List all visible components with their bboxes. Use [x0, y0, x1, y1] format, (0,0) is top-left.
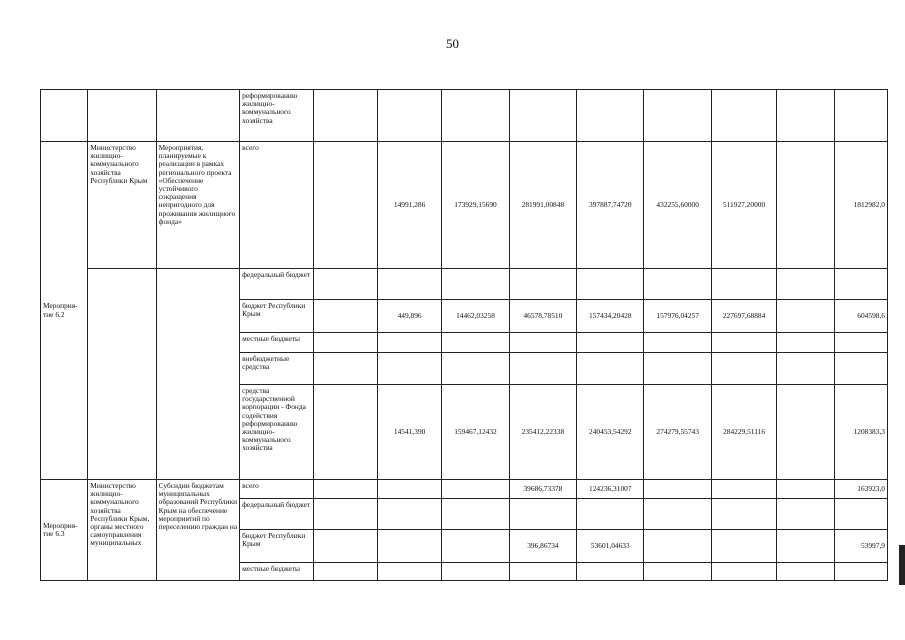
value-cell	[509, 499, 576, 530]
value-cell	[777, 300, 834, 333]
value-cell: 397887,74720	[577, 142, 644, 269]
description-cell: Субсидии бюджетам муниципальных образований Республики Крым на обеспечение мероприятий по переселению граждан на	[156, 480, 239, 581]
value-cell	[377, 353, 441, 385]
value-cell	[577, 353, 644, 385]
table-row	[41, 142, 888, 269]
event-cell	[41, 90, 88, 142]
value-cell: 240453,54292	[577, 385, 644, 480]
value-cell: 281991,00848	[509, 142, 576, 269]
value-cell	[377, 90, 441, 142]
value-cell	[509, 269, 576, 300]
value-cell	[509, 333, 576, 353]
value-cell	[509, 353, 576, 385]
value-cell	[509, 563, 576, 581]
value-cell: 284229,51116	[711, 385, 776, 480]
value-cell	[644, 499, 711, 530]
value-cell	[711, 563, 776, 581]
total-cell: 604598,6	[834, 300, 887, 333]
value-cell	[644, 90, 711, 142]
executor-cell	[88, 90, 156, 142]
funding-source-cell: бюджет Республики Крым	[240, 530, 313, 563]
page-number: 50	[446, 36, 459, 51]
value-cell	[777, 90, 834, 142]
total-cell: 163923,0	[834, 480, 887, 499]
value-cell: 235412,22338	[509, 385, 576, 480]
value-cell	[577, 499, 644, 530]
value-cell: 46578,78510	[509, 300, 576, 333]
total-cell: 1208383,3	[834, 385, 887, 480]
value-cell	[442, 90, 509, 142]
value-cell: 396,86734	[509, 530, 576, 563]
value-cell	[711, 353, 776, 385]
description-cell	[156, 90, 239, 142]
total-cell: 1812982,0	[834, 142, 887, 269]
value-cell	[442, 499, 509, 530]
value-cell	[644, 333, 711, 353]
value-cell	[711, 530, 776, 563]
value-cell	[777, 142, 834, 269]
total-cell	[834, 563, 887, 581]
value-cell: 449,896	[377, 300, 441, 333]
value-cell: 124236,31007	[577, 480, 644, 499]
funding-source-cell: реформированию жилищно-коммунального хозяйства	[240, 90, 313, 142]
value-cell	[777, 269, 834, 300]
funding-source-cell: средства государственной корпорации - Фонда содействия реформированию жилищно-коммунального хозяйства	[240, 385, 313, 480]
value-cell	[577, 563, 644, 581]
value-cell	[711, 90, 776, 142]
value-cell	[442, 530, 509, 563]
executor-cell: Министерство жилищно-коммунального хозяйства Республики Крым, органы местного самоуправления муниципальных	[88, 480, 156, 581]
table-row	[41, 269, 888, 300]
value-cell	[711, 269, 776, 300]
value-cell: 511927,20000	[711, 142, 776, 269]
value-cell	[644, 480, 711, 499]
value-cell: 14991,286	[377, 142, 441, 269]
funding-source-cell: всего	[240, 142, 313, 269]
event-cell: Мероприя-тие 6.3	[41, 480, 88, 581]
value-cell	[377, 563, 441, 581]
value-cell	[777, 499, 834, 530]
value-cell	[644, 530, 711, 563]
value-cell: 173929,15690	[442, 142, 509, 269]
value-cell	[711, 480, 776, 499]
description-cell: Мероприятия, планируемые к реализации в рамках регионального проекта «Обеспечение устойчивого сокращения непригодного для проживания жилищного фонда»	[156, 142, 239, 269]
value-cell	[777, 333, 834, 353]
funding-source-cell: внебюджетные средства	[240, 353, 313, 385]
value-cell: 53601,04633	[577, 530, 644, 563]
budget-table	[40, 89, 888, 581]
value-cell	[377, 333, 441, 353]
scan-edge-mark	[899, 545, 905, 585]
value-cell: 159467,12432	[442, 385, 509, 480]
total-cell	[834, 353, 887, 385]
value-cell	[711, 499, 776, 530]
funding-source-cell: федеральный бюджет	[240, 269, 313, 300]
total-cell	[834, 499, 887, 530]
value-cell	[377, 530, 441, 563]
value-cell	[644, 353, 711, 385]
funding-source-cell: местные бюджеты	[240, 333, 313, 353]
value-cell: 14541,390	[377, 385, 441, 480]
value-cell: 14462,03258	[442, 300, 509, 333]
funding-source-cell: всего	[240, 480, 313, 499]
value-cell: 432255,60000	[644, 142, 711, 269]
funding-source-cell: местные бюджеты	[240, 563, 313, 581]
table-row	[41, 480, 888, 499]
value-cell: 157976,04257	[644, 300, 711, 333]
value-cell: 39686,73378	[509, 480, 576, 499]
value-cell: 157434,20428	[577, 300, 644, 333]
total-cell	[834, 269, 887, 300]
value-cell	[442, 563, 509, 581]
value-cell: 274279,55743	[644, 385, 711, 480]
total-cell	[834, 90, 887, 142]
value-cell	[442, 333, 509, 353]
value-cell	[577, 90, 644, 142]
value-cell	[442, 269, 509, 300]
funding-source-cell: федеральный бюджет	[240, 499, 313, 530]
value-cell	[644, 563, 711, 581]
value-cell	[442, 480, 509, 499]
value-cell	[377, 480, 441, 499]
value-cell	[377, 499, 441, 530]
total-cell	[834, 333, 887, 353]
value-cell	[442, 353, 509, 385]
value-cell	[644, 269, 711, 300]
value-cell	[377, 269, 441, 300]
value-cell	[509, 90, 576, 142]
value-cell	[777, 353, 834, 385]
value-cell	[777, 385, 834, 480]
value-cell	[577, 269, 644, 300]
value-cell: 227697,68884	[711, 300, 776, 333]
value-cell	[777, 480, 834, 499]
value-cell	[777, 530, 834, 563]
value-cell	[711, 333, 776, 353]
value-cell	[777, 563, 834, 581]
event-cell: Мероприя-тие 6.2	[41, 142, 88, 480]
value-cell	[577, 333, 644, 353]
executor-cell: Министерство жилищно-коммунального хозяйства Республики Крым	[88, 142, 156, 269]
table-row	[41, 90, 888, 142]
total-cell: 53997,9	[834, 530, 887, 563]
funding-source-cell: бюджет Республики Крым	[240, 300, 313, 333]
